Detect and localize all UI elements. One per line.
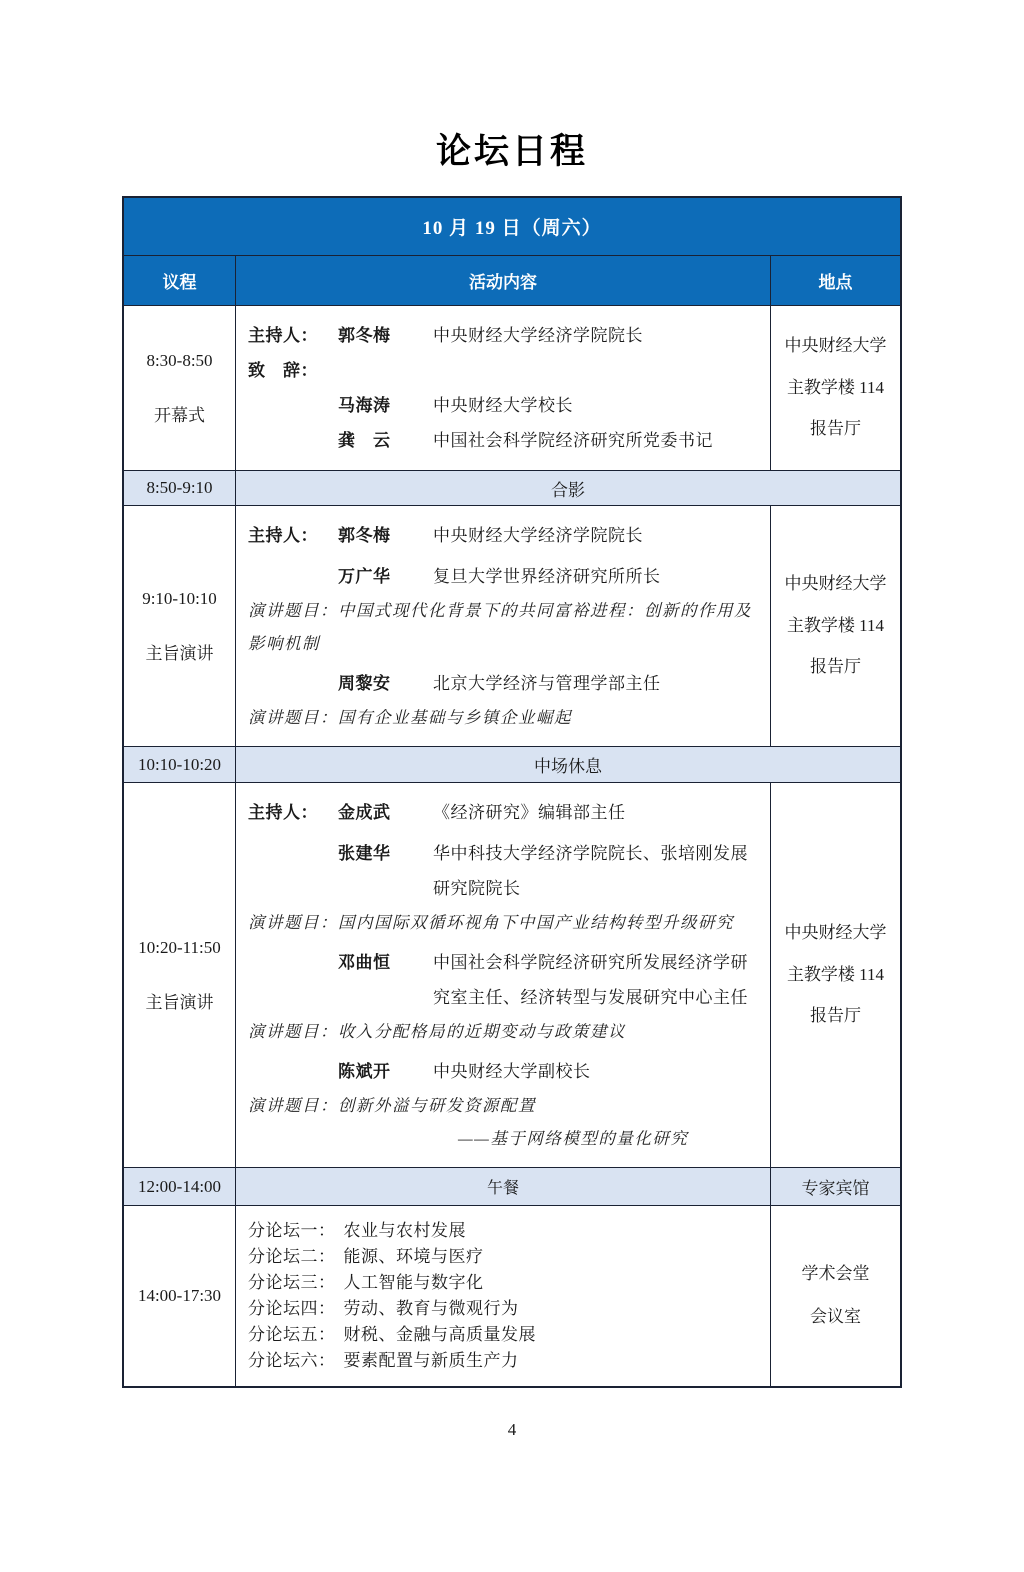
location-line: 主教学楼 114 — [786, 615, 885, 635]
speaker-desc: 中国社会科学院经济研究所党委书记 — [433, 431, 713, 450]
forum-label: 分论坛四： — [248, 1299, 336, 1318]
location-line: 主教学楼 114 — [786, 377, 885, 397]
band-cell: 中场休息 — [534, 757, 602, 776]
location-line: 会议室 — [810, 1307, 861, 1326]
forum-line — [248, 1244, 758, 1270]
forum-label: 分论坛五： — [248, 1325, 336, 1344]
forum-line — [248, 1218, 758, 1244]
speaker-line — [248, 945, 758, 1015]
location-cell — [771, 306, 900, 470]
time-cell — [124, 506, 236, 746]
content-cell — [236, 506, 771, 746]
row-break — [124, 747, 900, 783]
session-label: 主旨演讲 — [145, 992, 214, 1012]
session-label: 开幕式 — [154, 405, 205, 425]
forum-topic: 财税、金融与高质量发展 — [343, 1325, 536, 1344]
forum-line — [248, 1322, 758, 1348]
time-range: 14:00-17:30 — [137, 1286, 222, 1305]
speaker-name: 郭冬梅 — [338, 526, 391, 545]
location-cell: 专家宾馆 — [801, 1179, 870, 1198]
time-range: 10:10-10:20 — [137, 754, 222, 774]
date-header-row — [124, 198, 900, 256]
content-cell — [236, 1206, 771, 1386]
speaker-desc: 中央财经大学经济学院院长 — [433, 326, 643, 345]
forum-topic: 人工智能与数字化 — [343, 1273, 484, 1292]
speaker-desc: 《经济研究》编辑部主任 — [433, 803, 626, 822]
speaker-block — [248, 836, 758, 939]
time-cell — [124, 306, 236, 470]
forum-label: 分论坛二： — [248, 1247, 336, 1266]
speaker-name: 陈斌开 — [338, 1062, 391, 1081]
speaker-line — [248, 836, 758, 906]
col-header-content: 活动内容 — [236, 256, 771, 305]
speaker-name: 张建华 — [338, 844, 391, 863]
forum-line — [248, 1348, 758, 1374]
location-line: 学术会堂 — [801, 1264, 870, 1284]
forum-line — [248, 1296, 758, 1322]
row-opening-ceremony — [124, 306, 900, 471]
forum-label: 分论坛六： — [248, 1351, 336, 1370]
row-keynote-1 — [124, 506, 900, 747]
host-line — [248, 518, 758, 553]
col-header-location: 地点 — [818, 273, 853, 292]
speaker-desc: 中央财经大学经济学院院长 — [433, 526, 643, 545]
forum-label: 分论坛三： — [248, 1273, 336, 1292]
time-range: 8:50-9:10 — [146, 478, 213, 497]
host-line — [248, 318, 758, 353]
speaker-line — [248, 388, 758, 423]
speaker-desc: 中央财经大学副校长 — [433, 1062, 591, 1081]
date-header: 10 月 19 日（周六） — [124, 198, 900, 255]
location-line: 中央财经大学 — [784, 574, 887, 594]
col-header-agenda: 议程 — [124, 256, 236, 305]
location-line: 报告厅 — [810, 419, 861, 439]
speaker-block — [248, 945, 758, 1048]
topic-line: 演讲题目：收入分配格局的近期变动与政策建议 — [248, 1022, 626, 1041]
row-keynote-2 — [124, 783, 900, 1168]
host-label: 主持人： — [248, 526, 318, 545]
location-line: 报告厅 — [810, 657, 861, 677]
speaker-name: 马海涛 — [338, 396, 391, 415]
time-cell — [124, 471, 236, 505]
speaker-line — [248, 666, 758, 701]
speaker-line — [248, 1054, 758, 1089]
speaker-desc: 中国社会科学院经济研究所发展经济学研究室主任、经济转型与发展研究中心主任 — [433, 953, 748, 1007]
speaker-name: 龚 云 — [338, 431, 391, 450]
speaker-name: 万广华 — [338, 567, 391, 586]
speaker-name: 金成武 — [338, 803, 391, 822]
forum-topic: 劳动、教育与微观行为 — [343, 1299, 519, 1318]
speaker-desc: 北京大学经济与管理学部主任 — [433, 674, 661, 693]
schedule-table — [122, 196, 902, 1388]
time-cell — [124, 747, 236, 782]
time-cell — [124, 783, 236, 1167]
time-range: 9:10-10:10 — [142, 588, 217, 608]
forum-topic: 要素配置与新质生产力 — [343, 1351, 519, 1370]
host-line — [248, 795, 758, 830]
speaker-name: 郭冬梅 — [338, 326, 391, 345]
speaker-desc: 复旦大学世界经济研究所所长 — [433, 567, 661, 586]
location-cell — [771, 783, 900, 1167]
row-group-photo — [124, 471, 900, 506]
content-cell — [236, 783, 771, 1167]
speaker-name: 邓曲恒 — [338, 953, 391, 972]
time-cell — [124, 1206, 236, 1386]
time-range: 8:30-8:50 — [146, 350, 213, 370]
forum-topic: 能源、环境与医疗 — [343, 1247, 484, 1266]
forum-topic: 农业与农村发展 — [343, 1221, 466, 1240]
time-cell — [124, 1168, 236, 1205]
column-header-row — [124, 256, 900, 306]
speaker-name: 周黎安 — [338, 674, 391, 693]
topic-line: 演讲题目：国内国际双循环视角下中国产业结构转型升级研究 — [248, 913, 734, 932]
forum-label: 分论坛一： — [248, 1221, 336, 1240]
location-cell — [771, 506, 900, 746]
topic-line: 演讲题目：创新外溢与研发资源配置 — [248, 1096, 536, 1115]
remarks-line — [248, 353, 758, 388]
speaker-desc: 中央财经大学校长 — [433, 396, 573, 415]
host-label: 主持人： — [248, 326, 318, 345]
band-cell: 合影 — [551, 480, 585, 500]
row-lunch — [124, 1168, 900, 1206]
location-line: 中央财经大学 — [784, 336, 887, 356]
speaker-desc: 华中科技大学经济学院院长、张培刚发展研究院院长 — [433, 844, 748, 898]
speaker-line — [248, 559, 758, 594]
band-cell: 午餐 — [236, 1168, 771, 1205]
page-number: 4 — [507, 1420, 517, 1439]
location-line: 报告厅 — [810, 1006, 861, 1026]
topic-line: 演讲题目：中国式现代化背景下的共同富裕进程：创新的作用及影响机制 — [248, 601, 752, 653]
topic-line: 演讲题目：国有企业基础与乡镇企业崛起 — [248, 708, 572, 727]
time-range: 12:00-14:00 — [137, 1176, 222, 1196]
host-label: 主持人： — [248, 803, 318, 822]
session-label: 主旨演讲 — [145, 643, 214, 663]
speaker-block — [248, 666, 758, 734]
speaker-line — [248, 423, 758, 458]
location-line: 中央财经大学 — [784, 923, 887, 943]
speaker-block — [248, 559, 758, 660]
time-range: 10:20-11:50 — [138, 937, 221, 957]
remarks-label: 致 辞： — [248, 361, 318, 380]
location-line: 主教学楼 114 — [786, 964, 885, 984]
location-cell — [771, 1206, 900, 1386]
speaker-block — [248, 1054, 758, 1155]
content-cell — [236, 306, 771, 470]
topic-subtitle-line: ——基于网络模型的量化研究 — [458, 1129, 689, 1148]
page-title: 论坛日程 — [435, 132, 588, 171]
forum-line — [248, 1270, 758, 1296]
row-parallel-forums — [124, 1206, 900, 1386]
